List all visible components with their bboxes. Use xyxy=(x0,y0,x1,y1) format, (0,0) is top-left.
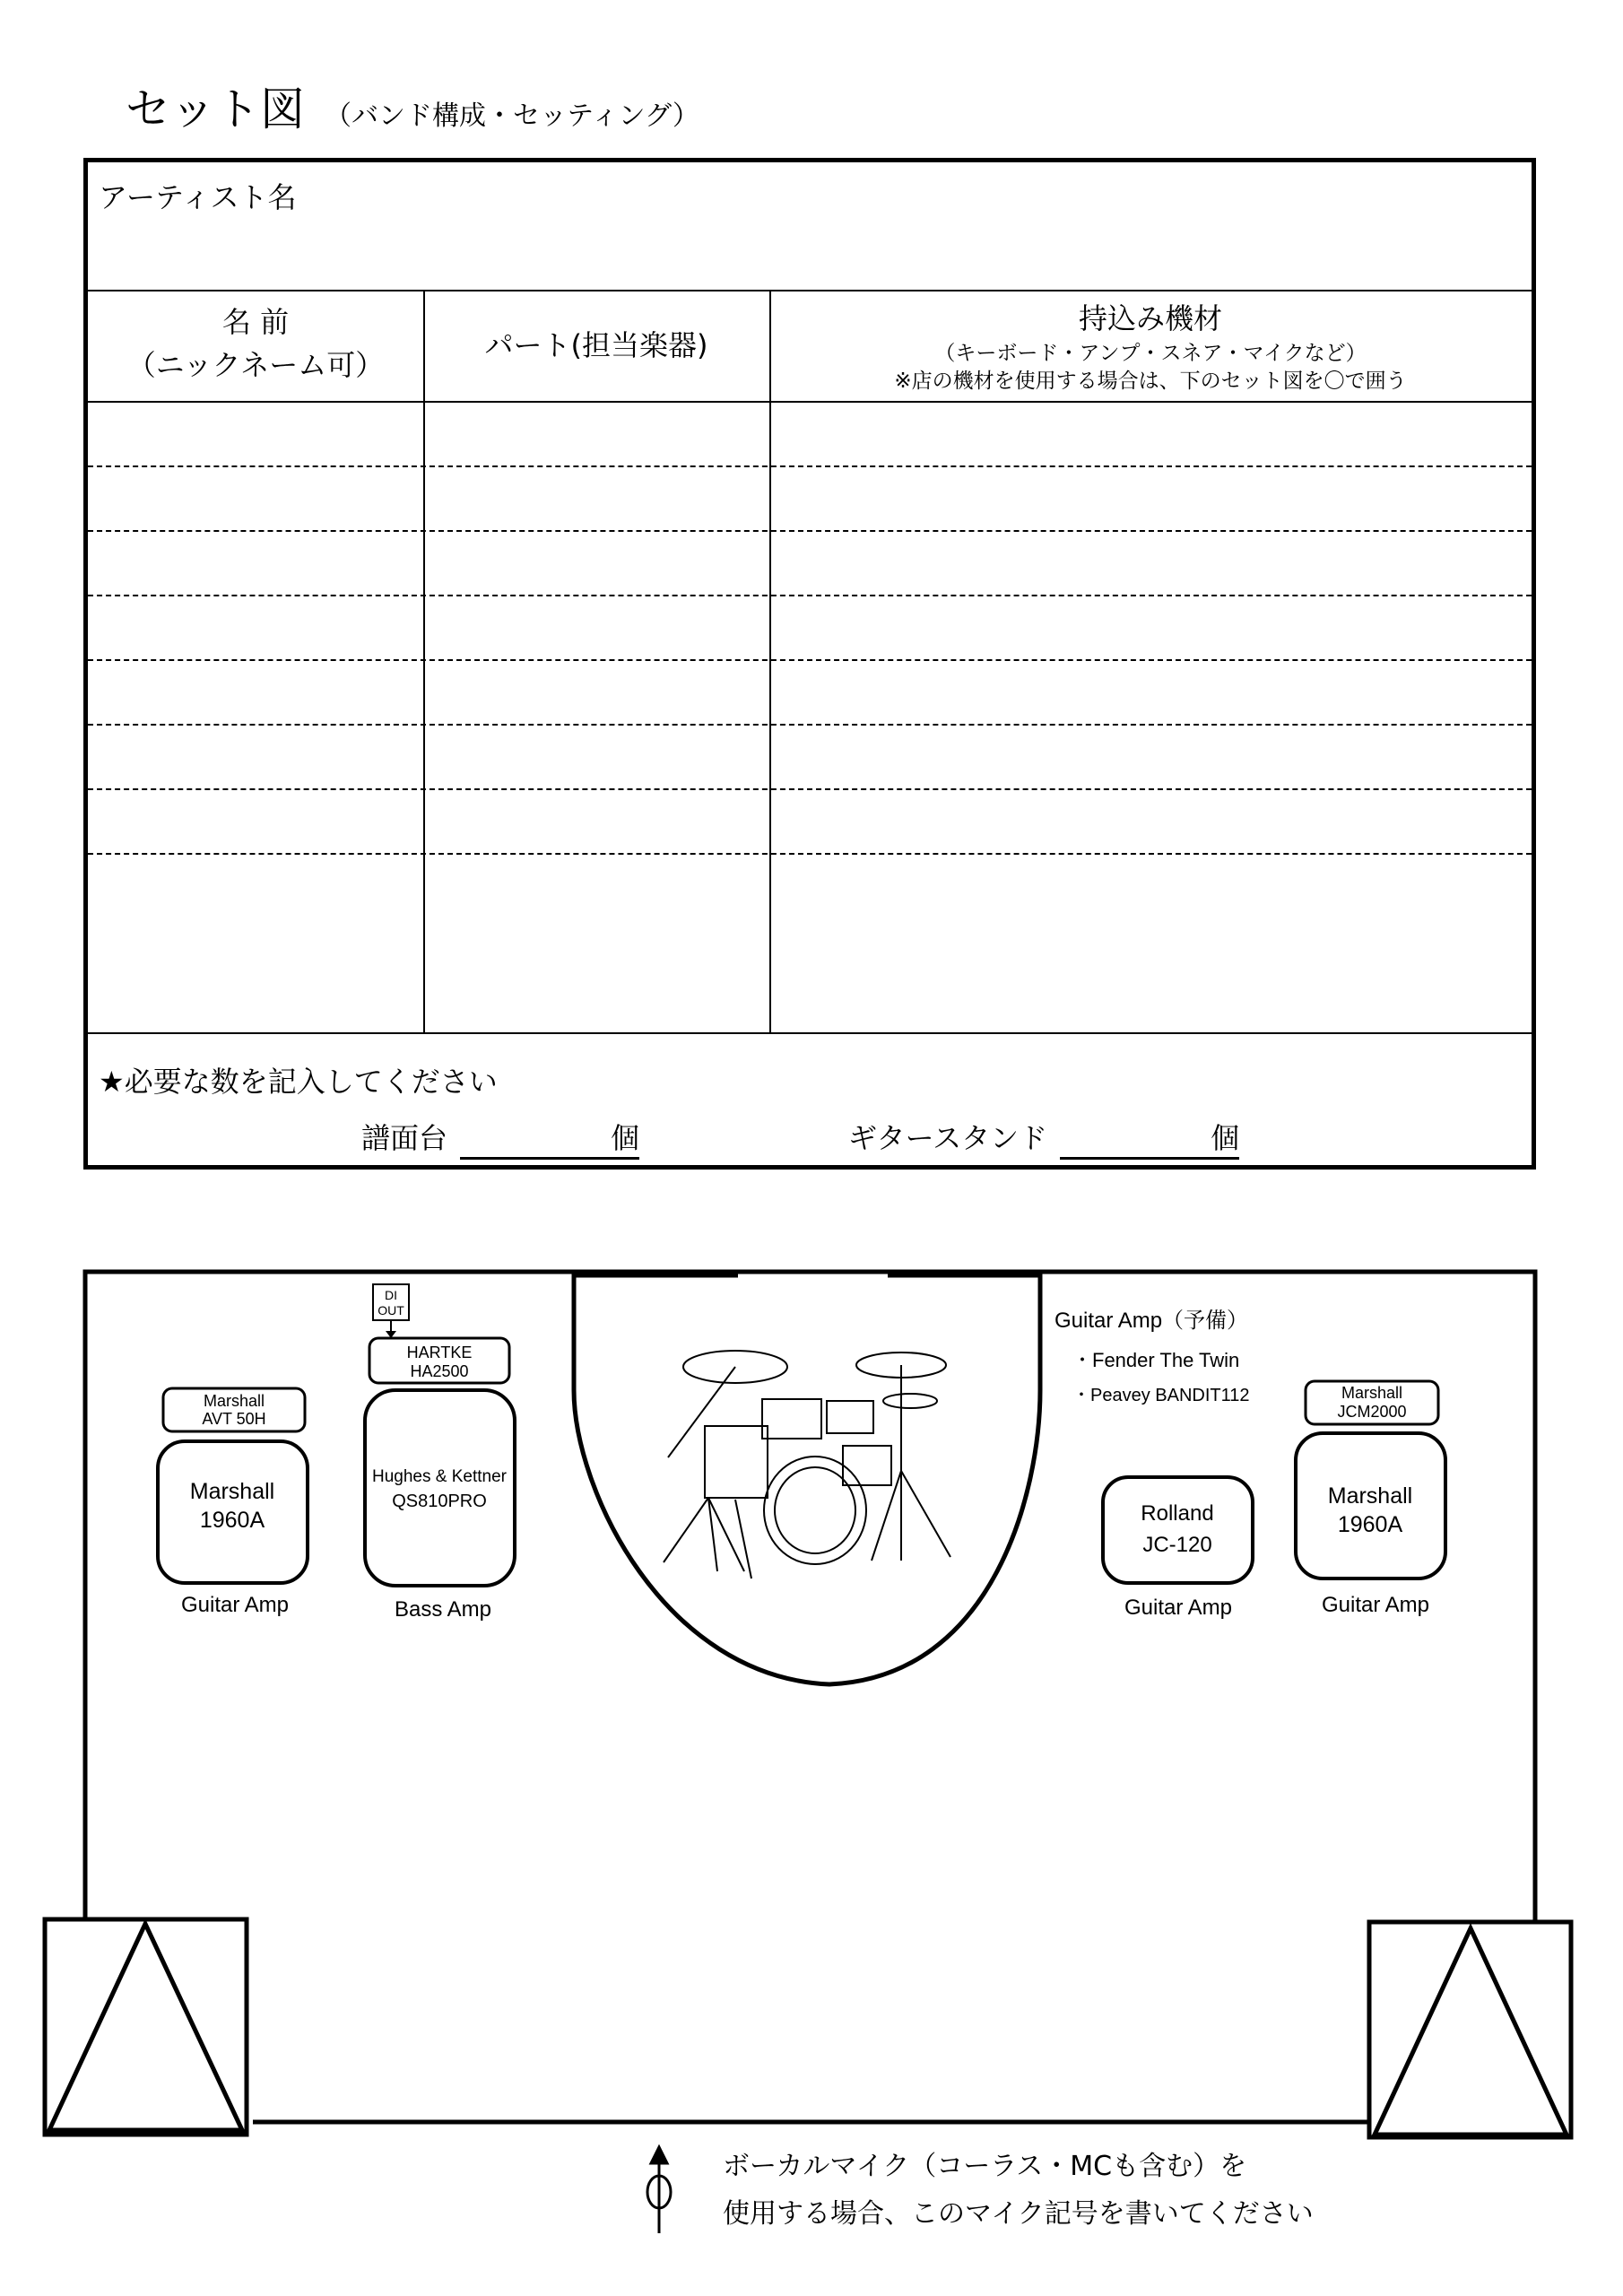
drum-kit-icon[interactable] xyxy=(664,1351,950,1578)
name-header-line1: 名 前 xyxy=(221,305,290,339)
bass-cabinet-line1: Hughes & Kettner xyxy=(372,1467,507,1486)
title-text: セット図 xyxy=(126,83,305,135)
mic-note xyxy=(723,2144,1314,2238)
spare-amp-item-1: ・Fender The Twin xyxy=(1072,1349,1240,1371)
left-guitar-amp[interactable] xyxy=(158,1388,308,1617)
spare-amp-title: Guitar Amp（予備） xyxy=(1055,1309,1249,1333)
amp-cabinet[interactable] xyxy=(1103,1477,1253,1583)
marshall-avt-head-line1: Marshall xyxy=(203,1392,265,1410)
marshall-1960a-left-line1: Marshall xyxy=(189,1479,275,1504)
marshall-jcm-head-line2: JCM2000 xyxy=(1337,1403,1407,1421)
roland-amp-label: Guitar Amp xyxy=(1124,1596,1233,1620)
hartke-head-line1: HARTKE xyxy=(406,1344,473,1361)
right-guitar-amp[interactable] xyxy=(1296,1381,1445,1617)
bass-cabinet-line2: QS810PRO xyxy=(392,1492,487,1511)
guitar-stand-label: ギタースタンド xyxy=(848,1121,1048,1155)
out-label: OUT xyxy=(378,1303,404,1318)
amp-cabinet[interactable] xyxy=(365,1390,515,1586)
marshall-1960a-right-line1: Marshall xyxy=(1327,1483,1413,1509)
music-stand-blank[interactable]: 個 xyxy=(460,1116,639,1160)
bass-amp[interactable] xyxy=(365,1284,515,1622)
marshall-jcm-head-line1: Marshall xyxy=(1341,1384,1403,1402)
right-monitor-icon[interactable] xyxy=(1369,1922,1571,2137)
name-header-line2: （ニックネーム可） xyxy=(126,348,385,382)
music-stand-label: 譜面台 xyxy=(361,1121,448,1155)
equipment-note-1: （キーボード・アンプ・スネア・マイクなど） xyxy=(934,342,1367,365)
marshall-1960a-right-line2: 1960A xyxy=(1337,1512,1403,1537)
part-column-header: パート(担当楽器) xyxy=(484,328,708,362)
roland-line2: JC-120 xyxy=(1142,1533,1212,1557)
equipment-header: 持込み機材 xyxy=(1078,301,1222,335)
mic-note-line1: ボーカルマイク（コーラス・MCも含む）を xyxy=(723,2151,1247,2182)
drum-riser xyxy=(574,1272,1040,1684)
spare-amp-item-2: ・Peavey BANDIT112 xyxy=(1072,1386,1250,1405)
marshall-1960a-left-line2: 1960A xyxy=(199,1508,265,1533)
artist-name-label: アーティスト名 xyxy=(99,180,297,214)
roland-line1: Rolland xyxy=(1141,1501,1214,1526)
vocal-mic-icon xyxy=(647,2147,671,2233)
subtitle-text: （バンド構成・セッティング） xyxy=(325,100,699,132)
left-monitor-icon[interactable] xyxy=(45,1919,247,2135)
bass-amp-label: Bass Amp xyxy=(394,1597,492,1622)
right-guitar-amp-label: Guitar Amp xyxy=(1321,1593,1430,1617)
equipment-note-2: ※店の機材を使用する場合は、下のセット図を〇で囲う xyxy=(894,370,1407,394)
hartke-head-line2: HA2500 xyxy=(410,1362,469,1380)
required-note: ★必要な数を記入してください xyxy=(99,1065,498,1099)
roland-guitar-amp[interactable] xyxy=(1103,1477,1253,1620)
mic-note-line2: 使用する場合、このマイク記号を書いてください xyxy=(723,2197,1314,2230)
left-guitar-amp-label: Guitar Amp xyxy=(180,1593,290,1617)
marshall-avt-head-line2: AVT 50H xyxy=(202,1410,266,1428)
guitar-stand-blank[interactable]: 個 xyxy=(1060,1116,1239,1160)
di-label: DI xyxy=(385,1288,397,1302)
